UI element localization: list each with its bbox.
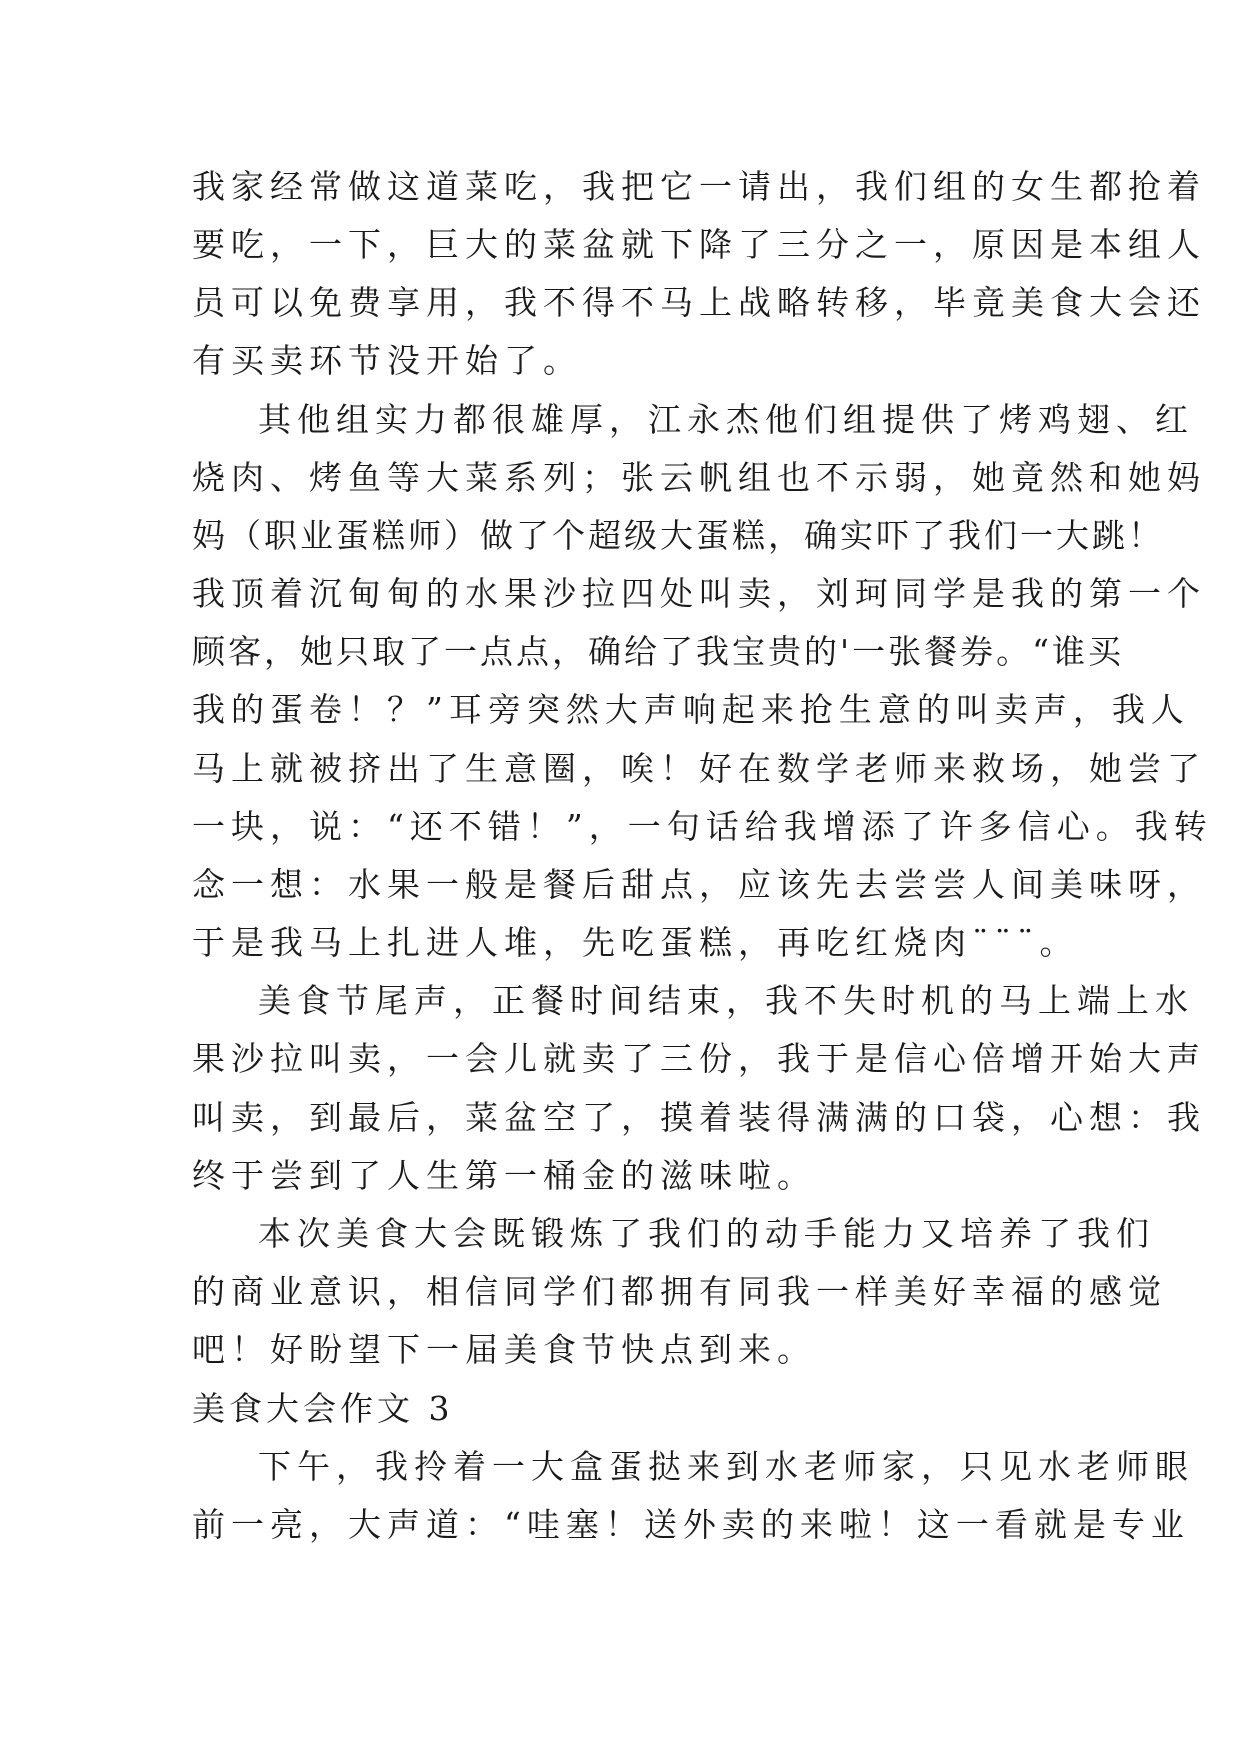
section-heading: 美食大会作文 3 — [192, 1389, 454, 1428]
text-line: 员可以免费享用，我不得不马上战略转移，毕竟美食大会还 — [192, 283, 1206, 322]
text-line: 烧肉、烤鱼等大菜系列；张云帆组也不示弱，她竟然和她妈 — [192, 458, 1206, 497]
text-line: 念一想：水果一般是餐后甜点，应该先去尝尝人间美味呀， — [192, 865, 1206, 904]
text-line: 有买卖环节没开始了。 — [192, 341, 582, 380]
text-line: 妈（职业蛋糕师）做了个超级大蛋糕，确实吓了我们一大跳！ — [192, 516, 1164, 555]
text-line: 我家经常做这道菜吃，我把它一请出，我们组的女生都抢着 — [192, 167, 1206, 206]
text-line: 果沙拉叫卖，一会儿就卖了三份，我于是信心倍增开始大声 — [192, 1039, 1206, 1078]
text-line: 美食节尾声，正餐时间结束，我不失时机的马上端上水 — [192, 981, 1194, 1020]
text-line: 本次美食大会既锻炼了我们的动手能力又培养了我们 — [192, 1214, 1155, 1253]
text-line: 吧！好盼望下一届美食节快点到来。 — [192, 1330, 816, 1369]
text-line: 其他组实力都很雄厚，江永杰他们组提供了烤鸡翅、红 — [192, 400, 1194, 439]
text-line: 要吃，一下，巨大的菜盆就下降了三分之一，原因是本组人 — [192, 225, 1206, 264]
text-line: 终于尝到了人生第一桶金的滋味啦。 — [192, 1156, 816, 1195]
text-line: 下午，我拎着一大盒蛋挞来到水老师家，只见水老师眼 — [192, 1447, 1194, 1486]
text-line: 前一亮，大声道：“哇塞！送外卖的来啦！这一看就是专业 — [192, 1505, 1190, 1544]
text-line: 一块，说：“还不错！”，一句话给我增添了许多信心。我转 — [192, 807, 1213, 846]
text-line: 于是我马上扎进人堆，先吃蛋糕，再吃红烧肉¨¨¨。 — [192, 923, 1079, 962]
text-line: 我顶着沉甸甸的水果沙拉四处叫卖，刘珂同学是我的第一个 — [192, 574, 1206, 613]
text-line: 顾客，她只取了一点点，确给了我宝贵的'一张餐券。“谁买 — [192, 632, 1124, 671]
text-line: 我的蛋卷！？”耳旁突然大声响起来抢生意的叫卖声，我人 — [192, 690, 1190, 729]
text-line: 叫卖，到最后，菜盆空了，摸着装得满满的口袋，心想：我 — [192, 1098, 1206, 1137]
text-line: 的商业意识，相信同学们都拥有同我一样美好幸福的感觉 — [192, 1272, 1167, 1311]
text-line: 马上就被挤出了生意圈，唉！好在数学老师来救场，她尝了 — [192, 749, 1206, 788]
